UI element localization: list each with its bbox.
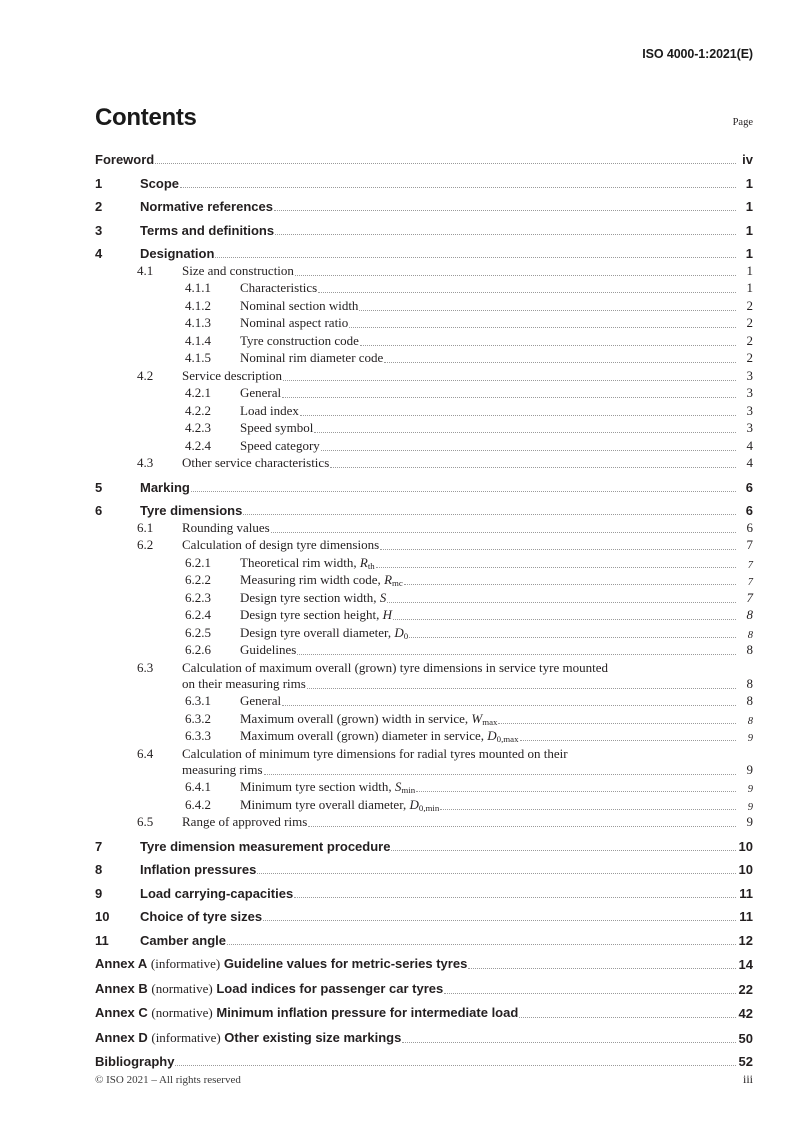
toc-entry-page: 1 — [746, 262, 753, 278]
toc-entry-page: 10 — [738, 862, 753, 877]
toc-entry-clause-6-4-1[interactable] — [95, 779, 753, 795]
toc-entry-annex-c[interactable] — [95, 1005, 753, 1021]
leader-dots — [243, 514, 736, 515]
annex-kind: (informative) — [151, 1029, 221, 1045]
toc-entry-title: Guidelines — [240, 642, 297, 657]
toc-entry-title: Calculation of maximum overall (grown) tyre dimensions in service tyre mounted — [182, 660, 609, 676]
toc-entry-title: Speed symbol — [240, 420, 314, 435]
toc-entry-title: Designation — [140, 246, 215, 261]
toc-entry-title: Maximum overall (grown) diameter in service, $D_{0,max}$ — [240, 728, 519, 745]
annex-kind: (normative) — [151, 980, 213, 996]
toc-entry-title: Characteristics — [240, 280, 318, 295]
toc-entry-page: 7 — [747, 559, 753, 571]
toc-entry-page: 2 — [746, 332, 753, 348]
leader-dots — [294, 897, 736, 898]
toc-entry-clause-6-2-5[interactable] — [95, 625, 753, 641]
toc-entry-title — [95, 1030, 401, 1046]
toc-entry-number: 4.1.1 — [185, 280, 211, 295]
toc-entry-clause-2[interactable] — [95, 199, 753, 214]
toc-entry-number: 6.2.1 — [185, 554, 211, 570]
toc-entry-page: 3 — [746, 367, 753, 383]
leader-dots — [300, 415, 736, 416]
toc-entry-number: 4.2.1 — [185, 385, 211, 400]
leader-dots — [227, 944, 736, 945]
toc-entry-number: 4.2.4 — [185, 437, 211, 453]
toc-entry-title: Rounding values — [182, 519, 270, 535]
toc-entry-clause-4-1-5[interactable] — [95, 350, 753, 366]
toc-entry-page: 10 — [738, 838, 753, 854]
leader-dots — [359, 310, 736, 311]
annex-kind: (normative) — [151, 1005, 213, 1020]
toc-entry-title: Nominal section width — [240, 297, 359, 313]
toc-entry-page: 3 — [746, 402, 753, 418]
toc-entry-page: 1 — [745, 199, 753, 214]
leader-dots — [404, 584, 736, 585]
toc-entry-title: Speed category — [240, 437, 320, 453]
toc-entry-page: 8 — [746, 675, 753, 691]
toc-entry-title: Load carrying-capacities — [140, 885, 294, 901]
toc-entry-page: 1 — [746, 280, 753, 295]
toc-entry-page: 7 — [747, 577, 753, 588]
toc-entry-page: 2 — [746, 350, 753, 365]
toc-entry-title: Marking — [140, 479, 190, 495]
toc-entry-title: General — [240, 693, 282, 708]
annex-label: Annex B — [95, 980, 148, 996]
leader-dots — [376, 567, 736, 568]
toc-entry-page: 4 — [746, 455, 753, 470]
page-title: Contents — [95, 104, 197, 131]
toc-entry-page: 9 — [746, 814, 753, 829]
leader-dots — [275, 234, 736, 235]
toc-entry-title: Normative references — [140, 199, 273, 214]
toc-entry-clause-3[interactable] — [95, 223, 753, 238]
leader-dots — [318, 292, 736, 293]
toc-entry-clause-4-2-2[interactable] — [95, 403, 753, 419]
annex-title: Load indices for passenger car tyres — [216, 980, 444, 996]
toc-entry-clause-9[interactable] — [95, 886, 753, 901]
toc-entry-title: Camber angle — [140, 932, 226, 948]
toc-entry-number: 6.3.3 — [185, 728, 211, 743]
toc-entry-title: Terms and definitions — [140, 222, 275, 238]
toc-entry-title: Size and construction — [182, 262, 294, 278]
toc-entry-title: Tyre dimensions — [140, 503, 243, 518]
annex-label: Annex C — [95, 1005, 148, 1020]
toc-entry-title: Other service characteristics — [182, 455, 330, 470]
toc-entry-clause-7[interactable] — [95, 839, 753, 854]
toc-entry-page: 3 — [746, 420, 753, 435]
toc-entry-clause-4-2-4[interactable] — [95, 438, 753, 454]
contents-header — [95, 104, 753, 132]
toc-entry-title: Design tyre overall diameter, $D_0$ — [240, 624, 409, 641]
toc-entry-number: 3 — [95, 222, 103, 238]
toc-entry-number: 6.2.6 — [185, 642, 211, 657]
toc-entry-foreword[interactable] — [95, 152, 753, 167]
leader-dots — [520, 740, 737, 741]
toc-entry-number: 6.2.2 — [185, 572, 211, 587]
toc-entry-title: Calculation of minimum tyre dimensions for radial tyres mounted on their — [182, 746, 568, 762]
toc-entry-title — [95, 1005, 518, 1021]
toc-entry-bibliography[interactable] — [95, 1054, 753, 1069]
toc-entry-number: 6.4.1 — [185, 779, 211, 794]
leader-dots — [330, 467, 736, 468]
toc-entry-number: 1 — [95, 175, 103, 191]
toc-entry-page: 1 — [745, 246, 753, 261]
toc-entry-number: 6.4 — [137, 745, 154, 761]
toc-entry-clause-6-2[interactable] — [95, 537, 753, 553]
toc-entry-title: Minimum tyre section width, $S_{min}$ — [240, 779, 416, 796]
toc-entry-clause-10[interactable] — [95, 909, 753, 924]
toc-entry-clause-8[interactable] — [95, 862, 753, 877]
toc-entry-page: 22 — [738, 981, 753, 997]
toc-entry-title-continued: measuring rims — [182, 761, 263, 777]
toc-entry-clause-6-4[interactable] — [95, 746, 753, 778]
toc-entry-page: 12 — [738, 932, 753, 948]
toc-entry-clause-6-4-2[interactable] — [95, 797, 753, 813]
toc-entry-page: 7 — [746, 537, 753, 552]
toc-entry-title: Minimum tyre overall diameter, $D_{0,min}$ — [240, 796, 440, 813]
leader-dots — [274, 210, 736, 211]
toc-entry-title: Load index — [240, 402, 299, 418]
leader-dots — [215, 257, 736, 258]
toc-entry-page: 7 — [746, 589, 753, 605]
page-column-label: Page — [732, 117, 753, 128]
toc-entry-number: 10 — [95, 909, 110, 924]
annex-title: Other existing size markings — [224, 1029, 402, 1045]
leader-dots — [297, 654, 736, 655]
toc-entry-title: Calculation of design tyre dimensions — [182, 537, 380, 552]
page-footer — [95, 1072, 753, 1087]
toc-entry-annex-a[interactable] — [95, 956, 753, 972]
toc-entry-clause-6-2-3[interactable] — [95, 590, 753, 606]
toc-entry-number: 7 — [95, 838, 103, 854]
toc-entry-title: Scope — [140, 175, 180, 191]
toc-entry-title: Nominal aspect ratio — [240, 315, 349, 330]
leader-dots — [295, 275, 736, 276]
toc-entry-number: 4.1.5 — [185, 350, 211, 365]
toc-entry-annex-d[interactable] — [95, 1030, 753, 1046]
annex-title: Minimum inflation pressure for intermediate load — [216, 1005, 519, 1020]
toc-entry-number: 4.1.4 — [185, 332, 211, 348]
toc-entry-title: Tyre dimension measurement procedure — [140, 838, 391, 854]
toc-entry-number: 4.1.3 — [185, 315, 211, 330]
toc-entry-clause-4-2-3[interactable] — [95, 420, 753, 436]
toc-entry-title: Nominal rim diameter code — [240, 350, 384, 365]
leader-dots — [519, 1017, 735, 1018]
toc-entry-title: Service description — [182, 367, 282, 383]
toc-entry-page: 2 — [746, 315, 753, 330]
toc-entry-page: 9 — [747, 801, 753, 813]
toc-entry-clause-6-2-1[interactable] — [95, 555, 753, 571]
toc-entry-page: 8 — [747, 715, 753, 727]
toc-entry-page: 42 — [738, 1006, 753, 1021]
toc-entry-page: 8 — [746, 607, 753, 622]
leader-dots — [191, 491, 736, 492]
toc-entry-page: 1 — [745, 222, 753, 238]
toc-entry-number: 6.2 — [137, 537, 154, 552]
annex-label: Annex A — [95, 956, 148, 971]
leader-dots — [468, 968, 735, 969]
toc-entry-page: 52 — [738, 1054, 753, 1069]
leader-dots — [175, 1065, 735, 1066]
toc-entry-page: 3 — [746, 385, 753, 400]
toc-entry-number: 9 — [95, 885, 103, 901]
toc-entry-number: 4 — [95, 246, 103, 261]
toc-entry-number: 6.2.5 — [185, 624, 211, 640]
toc-entry-title: Tyre construction code — [240, 332, 359, 348]
toc-entry-clause-6-2-6[interactable] — [95, 642, 753, 658]
toc-entry-number: 4.2 — [137, 367, 154, 383]
toc-entry-number: 6.2.4 — [185, 607, 211, 622]
leader-dots — [384, 362, 736, 363]
toc-entry-number: 6.3 — [137, 659, 154, 675]
toc-entry-page: 14 — [738, 957, 753, 972]
leader-dots — [391, 850, 735, 851]
toc-entry-page: 11 — [739, 909, 753, 924]
toc-entry-title: Maximum overall (grown) width in service, $W_{max}$ — [240, 710, 498, 727]
leader-dots — [180, 187, 736, 188]
leader-dots — [282, 397, 736, 398]
toc-entry-clause-5[interactable] — [95, 480, 753, 495]
leader-dots — [380, 549, 736, 550]
toc-entry-clause-6-2-4[interactable] — [95, 607, 753, 623]
leader-dots — [393, 619, 736, 620]
leader-dots — [440, 809, 736, 810]
toc-entry-clause-11[interactable] — [95, 933, 753, 948]
toc-entry-page: 9 — [747, 733, 753, 744]
leader-dots — [314, 432, 736, 433]
page-folio: iii — [742, 1072, 753, 1086]
leader-dots — [282, 705, 736, 706]
annex-label: Annex D — [95, 1029, 148, 1045]
toc-entry-title: Range of approved rims — [182, 814, 308, 829]
toc-entry-page: 11 — [739, 885, 753, 901]
toc-entry-page: 50 — [738, 1030, 753, 1046]
toc-entry-title: Theoretical rim width, $R_{th}$ — [240, 554, 375, 571]
leader-dots — [308, 826, 736, 827]
toc-entry-title: Measuring rim width code, $R_{mc}$ — [240, 572, 403, 589]
toc-entry-page: 9 — [746, 761, 753, 777]
toc-entry-clause-1[interactable] — [95, 176, 753, 191]
toc-entry-title: General — [240, 385, 282, 400]
toc-entry-clause-6-2-2[interactable] — [95, 572, 753, 588]
leader-dots — [387, 602, 736, 603]
toc-entry-title: Design tyre section height, H — [240, 607, 392, 622]
annex-kind: (informative) — [150, 956, 221, 971]
toc-entry-page: 1 — [745, 175, 753, 191]
toc-entry-page: 8 — [746, 642, 753, 657]
toc-entry-number: 4.1 — [137, 262, 154, 278]
toc-entry-page: iv — [742, 152, 753, 167]
leader-dots — [264, 774, 736, 775]
toc-entry-clause-4-1[interactable] — [95, 263, 753, 279]
toc-entry-clause-4-1-2[interactable] — [95, 298, 753, 314]
toc-entry-page: 6 — [746, 519, 753, 535]
leader-dots — [321, 450, 736, 451]
toc-entry-page: 4 — [746, 437, 753, 453]
toc-entry-clause-4-2[interactable] — [95, 368, 753, 384]
leader-dots — [409, 637, 736, 638]
leader-dots — [271, 532, 736, 533]
toc-entry-clause-6-1[interactable] — [95, 520, 753, 536]
toc-entry-title: Foreword — [95, 152, 155, 167]
toc-entry-page: 2 — [746, 297, 753, 313]
toc-entry-page: 6 — [745, 479, 753, 495]
leader-dots — [283, 380, 736, 381]
leader-dots — [155, 163, 736, 164]
toc-entry-title-continued: on their measuring rims — [182, 675, 306, 691]
toc-entry-number: 11 — [95, 932, 109, 948]
toc-entry-number: 4.3 — [137, 455, 154, 470]
toc-entry-number: 6 — [95, 503, 103, 518]
leader-dots — [360, 345, 736, 346]
leader-dots — [257, 873, 735, 874]
toc-entry-number: 4.2.3 — [185, 420, 211, 435]
toc-entry-clause-6-5[interactable] — [95, 814, 753, 830]
leader-dots — [444, 993, 735, 994]
leader-dots — [307, 688, 736, 689]
toc-entry-number: 6.2.3 — [185, 589, 211, 605]
toc-entry-title: Choice of tyre sizes — [140, 909, 263, 924]
annex-title: Guideline values for metric-series tyres — [223, 956, 468, 971]
toc-entry-title: Bibliography — [95, 1054, 175, 1069]
document-reference-header: ISO 4000-1:2021(E) — [642, 47, 753, 61]
leader-dots — [263, 920, 736, 921]
toc-entry-clause-4-1-3[interactable] — [95, 315, 753, 331]
leader-dots — [349, 327, 736, 328]
toc-entry-title — [95, 956, 467, 972]
toc-entry-annex-b[interactable] — [95, 981, 753, 997]
toc-entry-title — [95, 981, 443, 997]
toc-entry-clause-4-1-4[interactable] — [95, 333, 753, 349]
toc-entry-number: 4.2.2 — [185, 402, 211, 418]
toc-entry-number: 6.3.1 — [185, 693, 211, 708]
toc-entry-number: 6.1 — [137, 519, 154, 535]
toc-entry-clause-4-2-1[interactable] — [95, 385, 753, 401]
toc-entry-page: 8 — [747, 629, 753, 641]
toc-entry-clause-4-3[interactable] — [95, 455, 753, 471]
toc-entry-title: Design tyre section width, S — [240, 589, 387, 605]
toc-entry-page: 6 — [745, 503, 753, 518]
toc-entry-clause-6-3[interactable] — [95, 660, 753, 692]
toc-entry-page: 9 — [747, 784, 753, 795]
toc-entry-number: 6.5 — [137, 814, 154, 829]
toc-entry-number: 8 — [95, 862, 103, 877]
leader-dots — [416, 791, 736, 792]
toc-entry-clause-6[interactable] — [95, 503, 753, 518]
toc-entry-clause-4[interactable] — [95, 246, 753, 261]
toc-list — [95, 152, 753, 1078]
toc-entry-title: Inflation pressures — [140, 862, 257, 877]
copyright-notice: © ISO 2021 – All rights reserved — [95, 1074, 241, 1086]
leader-dots — [402, 1042, 735, 1043]
toc-entry-number: 4.1.2 — [185, 297, 211, 313]
toc-entry-number: 6.3.2 — [185, 710, 211, 726]
toc-entry-number: 5 — [95, 479, 103, 495]
toc-entry-number: 6.4.2 — [185, 796, 211, 812]
toc-entry-page: 8 — [746, 693, 753, 708]
toc-entry-clause-4-1-1[interactable] — [95, 280, 753, 296]
leader-dots — [498, 723, 736, 724]
toc-entry-number: 2 — [95, 199, 103, 214]
toc-entry-clause-6-3-2[interactable] — [95, 711, 753, 727]
toc-entry-clause-6-3-1[interactable] — [95, 693, 753, 709]
toc-entry-clause-6-3-3[interactable] — [95, 728, 753, 744]
